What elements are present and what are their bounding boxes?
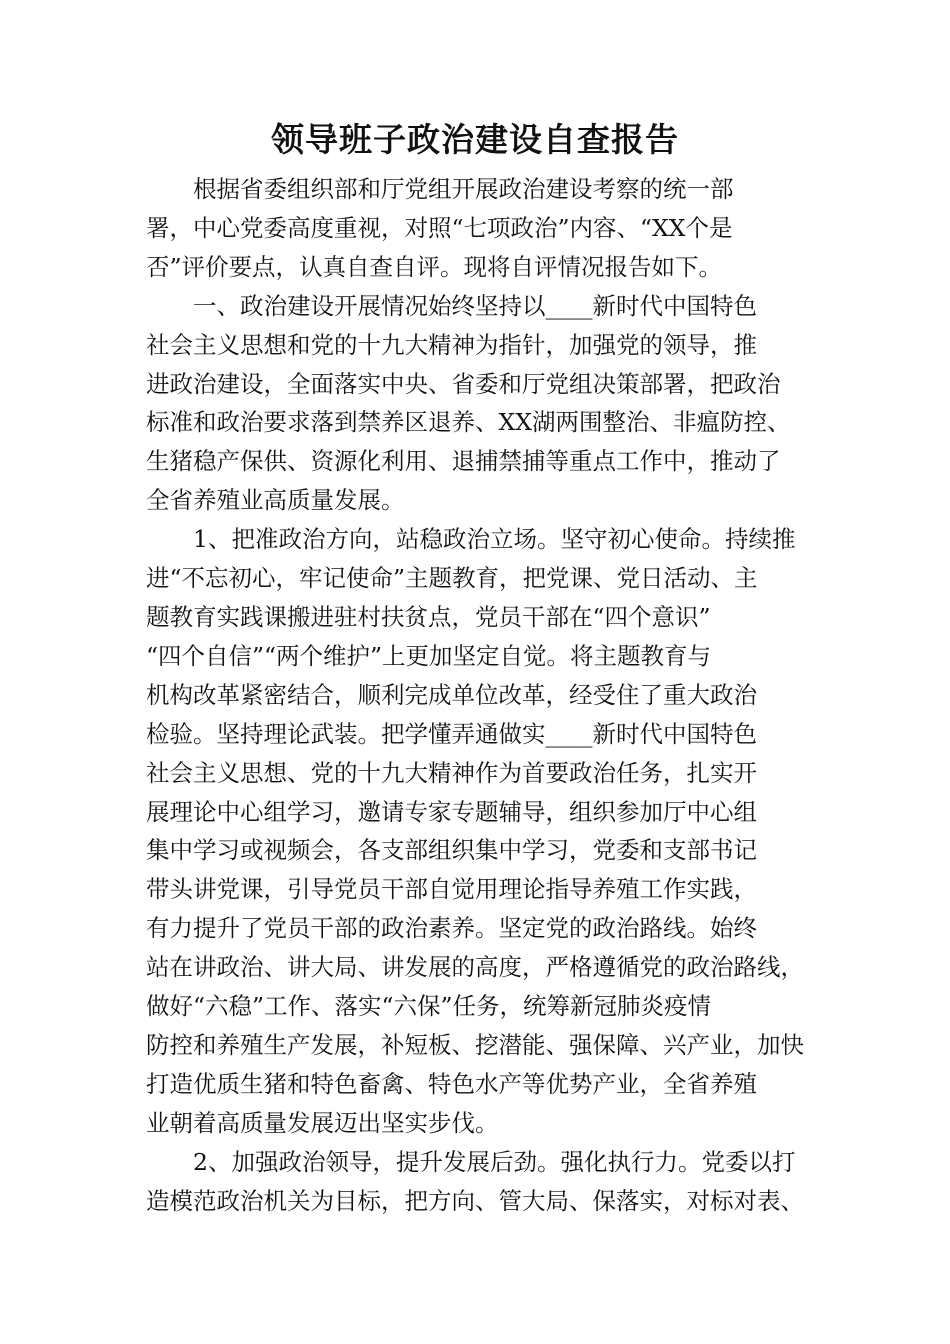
text-line: 检验。坚持理论武装。把学懂弄通做实____新时代中国特色 [146,719,757,748]
text-line: 业朝着高质量发展迈出坚实步伐。 [146,1108,499,1137]
text-line: 根据省委组织部和厅党组开展政治建设考察的统一部 [193,175,734,203]
text-line: 生猪稳产保供、资源化利用、退捕禁捕等重点工作中，推动了 [146,447,781,476]
text-line: 站在讲政治、讲大局、讲发展的高度，严格遵循党的政治路线， [146,953,804,982]
page-title: 领导班子政治建设自查报告 [271,120,679,159]
text-line: “四个自信”“两个维护”上更加坚定自觉。将主题教育与 [146,641,712,670]
text-line: 展理论中心组学习，邀请专家专题辅导，组织参加厅中心组 [146,797,757,826]
text-line: 全省养殖业高质量发展。 [146,486,405,515]
text-line: 造模范政治机关为目标，把方向、管大局、保落实，对标对表、 [146,1186,804,1215]
text-line: 社会主义思想、党的十九大精神作为首要政治任务，扎实开 [146,758,757,787]
text-line: 进政治建设，全面落实中央、省委和厅党组决策部署，把政治 [146,369,781,398]
text-line: 2、加强政治领导，提升发展后劲。强化执行力。党委以打 [193,1147,796,1176]
text-line: 带头讲党课，引导党员干部自觉用理论指导养殖工作实践， [146,875,757,904]
text-line: 1、把准政治方向，站稳政治立场。坚守初心使命。持续推 [193,525,796,554]
text-line: 题教育实践课搬进驻村扶贫点，党员干部在“四个意识” [146,602,711,631]
text-line: 社会主义思想和党的十九大精神为指针，加强党的领导，推 [146,330,757,359]
paragraph-item-1 [146,520,818,1143]
paragraph-intro [146,170,818,287]
text-line: 标准和政治要求落到禁养区退养、XX湖两围整治、非瘟防控、 [146,408,791,437]
text-line: 有力提升了党员干部的政治素养。坚定党的政治路线。始终 [146,914,757,943]
text-line: 打造优质生猪和特色畜禽、特色水产等优势产业，全省养殖 [146,1069,757,1098]
paragraph-section-one [146,287,818,520]
paragraph-item-2 [146,1143,818,1221]
document-body [146,170,818,1220]
text-line: 否”评价要点，认真自查自评。现将自评情况报告如下。 [146,252,723,281]
text-line: 防控和养殖生产发展，补短板、挖潜能、强保障、兴产业，加快 [146,1030,804,1059]
text-line: 做好“六稳”工作、落实“六保”任务，统筹新冠肺炎疫情 [146,992,712,1021]
text-line: 集中学习或视频会，各支部组织集中学习，党委和支部书记 [146,836,757,865]
text-line: 进“不忘初心，牢记使命”主题教育，把党课、党日活动、主 [146,564,758,593]
text-line: 署，中心党委高度重视，对照“七项政治”内容、“XX个是 [146,213,733,242]
text-line: 一、政治建设开展情况始终坚持以____新时代中国特色 [193,291,757,320]
text-line: 机构改革紧密结合，顺利完成单位改革，经受住了重大政治 [146,680,757,709]
